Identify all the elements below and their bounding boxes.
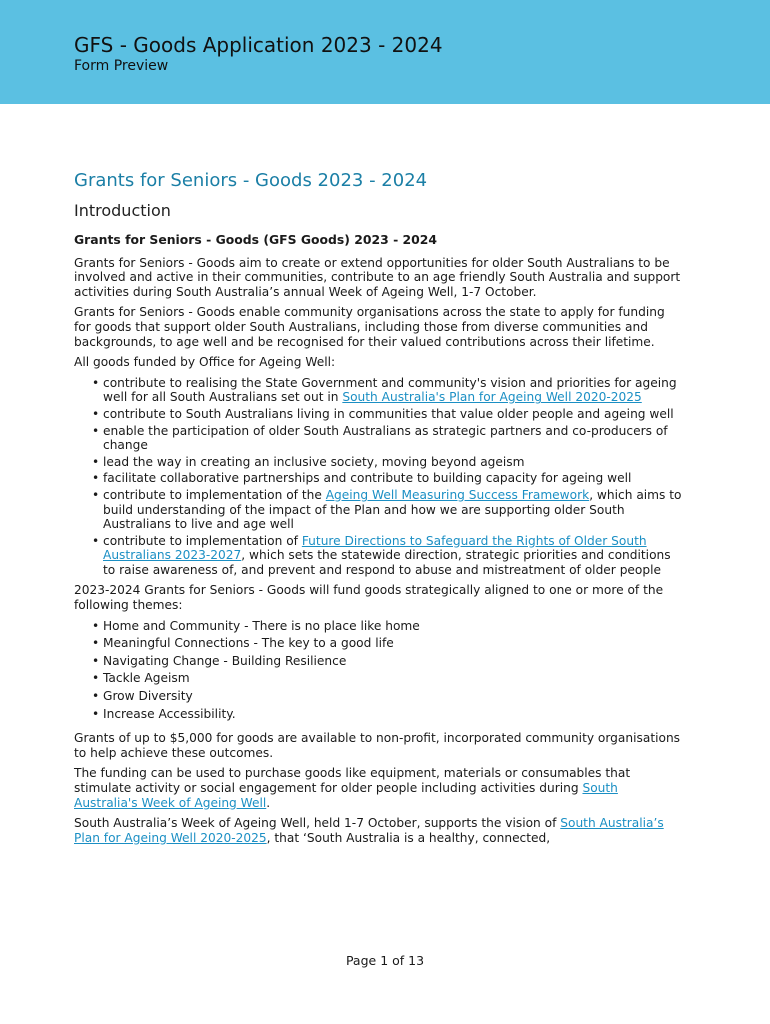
- list-item: [92, 488, 684, 532]
- goals-list: [74, 376, 684, 578]
- themes-intro-paragraph: 2023-2024 Grants for Seniors - Goods will fund goods strategically aligned to one or more of the following themes:: [74, 583, 664, 613]
- form-title: GFS - Goods Application 2023 - 2024: [74, 33, 443, 57]
- themes-list: [74, 619, 684, 722]
- week-of-ageing-well-link[interactable]: South Australia's Week of Ageing Well: [74, 781, 618, 810]
- future-directions-link[interactable]: Future Directions to Safeguard the Rights of Older South Australians 2023-2027: [103, 533, 647, 563]
- funding-use-paragraph: [74, 766, 684, 810]
- grant-amount-paragraph: Grants of up to $5,000 for goods are available to non-profit, incorporated community organisations to help achieve these outcomes.: [74, 731, 681, 760]
- theme-item: • Tackle Ageism: [92, 671, 684, 686]
- theme-item: • Grow Diversity: [92, 689, 684, 704]
- paragraph-text: .: [266, 795, 271, 810]
- list-item: [92, 534, 684, 578]
- sub-heading: Grants for Seniors - Goods (GFS Goods) 2023 - 2024: [74, 232, 438, 247]
- page-number: Page 1 of 13: [345, 953, 425, 968]
- paragraph-text: The funding can be used to purchase goods like equipment, materials or consumables that stimulate activity or social engagement for older people including activities during: [74, 766, 631, 795]
- page-content: [74, 170, 684, 851]
- page-heading: Grants for Seniors - Goods 2023 - 2024: [74, 170, 428, 191]
- list-item-text: , which sets the statewide direction, strategic priorities and conditions to raise awareness of, and prevent and respond to abuse and mistreatment of older people: [103, 548, 671, 577]
- theme-item: • Navigating Change - Building Resilience: [92, 654, 684, 669]
- list-item: • enable the participation of older South Australians as strategic partners and co-producers of change: [92, 424, 684, 453]
- theme-item: • Meaningful Connections - The key to a good life: [92, 636, 684, 651]
- theme-item: • Increase Accessibility.: [92, 707, 684, 722]
- theme-item: • Home and Community - There is no place like home: [92, 619, 684, 634]
- header-banner: [0, 0, 770, 104]
- week-of-ageing-well-paragraph: [74, 816, 684, 845]
- section-heading: Introduction: [74, 201, 171, 220]
- form-subtitle: Form Preview: [74, 58, 169, 74]
- list-item-text: contribute to implementation of the: [103, 487, 326, 502]
- list-item: • contribute to South Australians living in communities that value older people and ageing well: [92, 407, 684, 422]
- list-item-text: contribute to realising the State Government and community's vision and priorities for ageing well for all South Australians set out in: [103, 375, 677, 405]
- list-item: [92, 376, 684, 405]
- paragraph-text: South Australia’s Week of Ageing Well, held 1-7 October, supports the vision of: [74, 816, 561, 831]
- intro-paragraph-2: Grants for Seniors - Goods enable community organisations across the state to apply for funding for goods that support older South Australians, including those from diverse communities and backgrounds, to age well and be recognised for their valued contributions across their lifetime.: [74, 305, 665, 349]
- list-item: • lead the way in creating an inclusive society, moving beyond ageism: [92, 455, 684, 470]
- list-item-text: contribute to implementation of: [103, 533, 302, 548]
- intro-paragraph-3: All goods funded by Office for Ageing Well:: [74, 355, 336, 370]
- intro-paragraph-1: Grants for Seniors - Goods aim to create or extend opportunities for older South Australians to be involved and active in their communities, contribute to an age friendly South Australia and support activities during South Australia’s annual Week of Ageing Well, 1-7 October.: [74, 255, 681, 299]
- list-item-text: , which aims to build understanding of the impact of the Plan and how we are supporting older South Australians to live and age well: [103, 487, 682, 532]
- paragraph-text: , that ‘South Australia is a healthy, connected,: [266, 830, 551, 845]
- measuring-success-link[interactable]: Ageing Well Measuring Success Framework: [325, 487, 590, 502]
- plan-ageing-well-link-2[interactable]: South Australia’s Plan for Ageing Well 2020-2025: [74, 816, 664, 845]
- plan-ageing-well-link[interactable]: South Australia's Plan for Ageing Well 2020-2025: [342, 390, 642, 405]
- list-item: • facilitate collaborative partnerships and contribute to building capacity for ageing well: [92, 471, 684, 486]
